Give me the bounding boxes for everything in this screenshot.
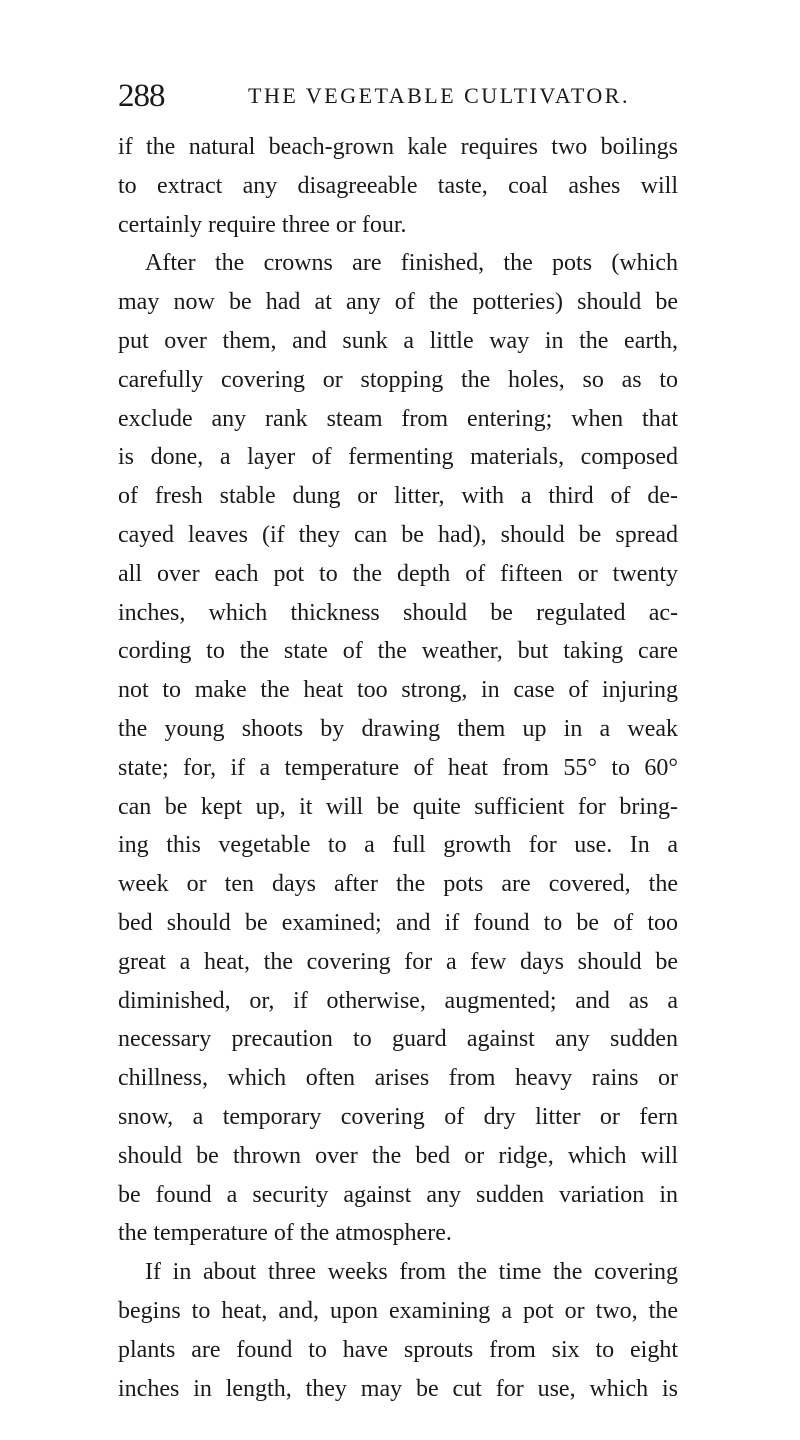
- text-line: put over them, and sunk a little way in the earth,: [118, 327, 678, 354]
- text-line: if the natural beach-grown kale requires two boilings: [118, 134, 678, 160]
- text-line: bed should be examined; and if found to be of too: [118, 909, 678, 936]
- text-line: should be thrown over the bed or ridge, which will: [118, 1142, 678, 1169]
- text-line: may now be had at any of the potteries) should be: [118, 289, 678, 316]
- text-line: great a heat, the covering for a few days should be: [118, 948, 678, 975]
- running-title: THE VEGETABLE CULTIVATOR.: [248, 83, 630, 108]
- text-line: begins to heat, and, upon examining a pot or two, the: [118, 1297, 678, 1324]
- body-text: [118, 128, 678, 1408]
- text-line: can be kept up, it will be quite sufficient for bring-: [118, 793, 678, 820]
- text-line: ing this vegetable to a full growth for use. In a: [118, 832, 678, 859]
- text-line: inches in length, they may be cut for use, which is: [118, 1375, 678, 1402]
- text-line: week or ten days after the pots are covered, the: [118, 871, 678, 898]
- text-line: state; for, if a temperature of heat from 55° to 60°: [118, 754, 678, 781]
- text-line: After the crowns are finished, the pots (which: [145, 250, 678, 277]
- page-number: 288: [118, 78, 165, 114]
- text-line: the temperature of the atmosphere.: [118, 1220, 452, 1247]
- text-line: cayed leaves (if they can be had), should be spread: [118, 521, 678, 548]
- page-header: [118, 74, 678, 118]
- text-line: not to make the heat too strong, in case of injuring: [118, 677, 678, 704]
- text-line: of fresh stable dung or litter, with a third of de-: [118, 483, 678, 510]
- text-line: be found a security against any sudden variation in: [118, 1181, 678, 1208]
- text-line: to extract any disagreeable taste, coal ashes will: [118, 172, 678, 199]
- text-line: cording to the state of the weather, but taking care: [118, 638, 678, 665]
- text-line: all over each pot to the depth of fifteen or twenty: [118, 560, 678, 587]
- text-line: the young shoots by drawing them up in a weak: [118, 715, 678, 742]
- text-line: snow, a temporary covering of dry litter or fern: [118, 1103, 678, 1130]
- text-line: diminished, or, if otherwise, augmented; and as a: [118, 987, 678, 1014]
- text-line: exclude any rank steam from entering; when that: [118, 405, 678, 432]
- text-line: plants are found to have sprouts from six to eight: [118, 1336, 678, 1363]
- text-line: necessary precaution to guard against any sudden: [118, 1026, 678, 1053]
- text-line: carefully covering or stopping the holes, so as to: [118, 366, 678, 393]
- text-line: is done, a layer of fermenting materials, composed: [118, 444, 678, 471]
- text-line: chillness, which often arises from heavy rains or: [118, 1065, 678, 1092]
- text-line: certainly require three or four.: [118, 211, 407, 238]
- text-line: inches, which thickness should be regulated ac-: [118, 599, 678, 626]
- text-line: If in about three weeks from the time the covering: [145, 1259, 678, 1286]
